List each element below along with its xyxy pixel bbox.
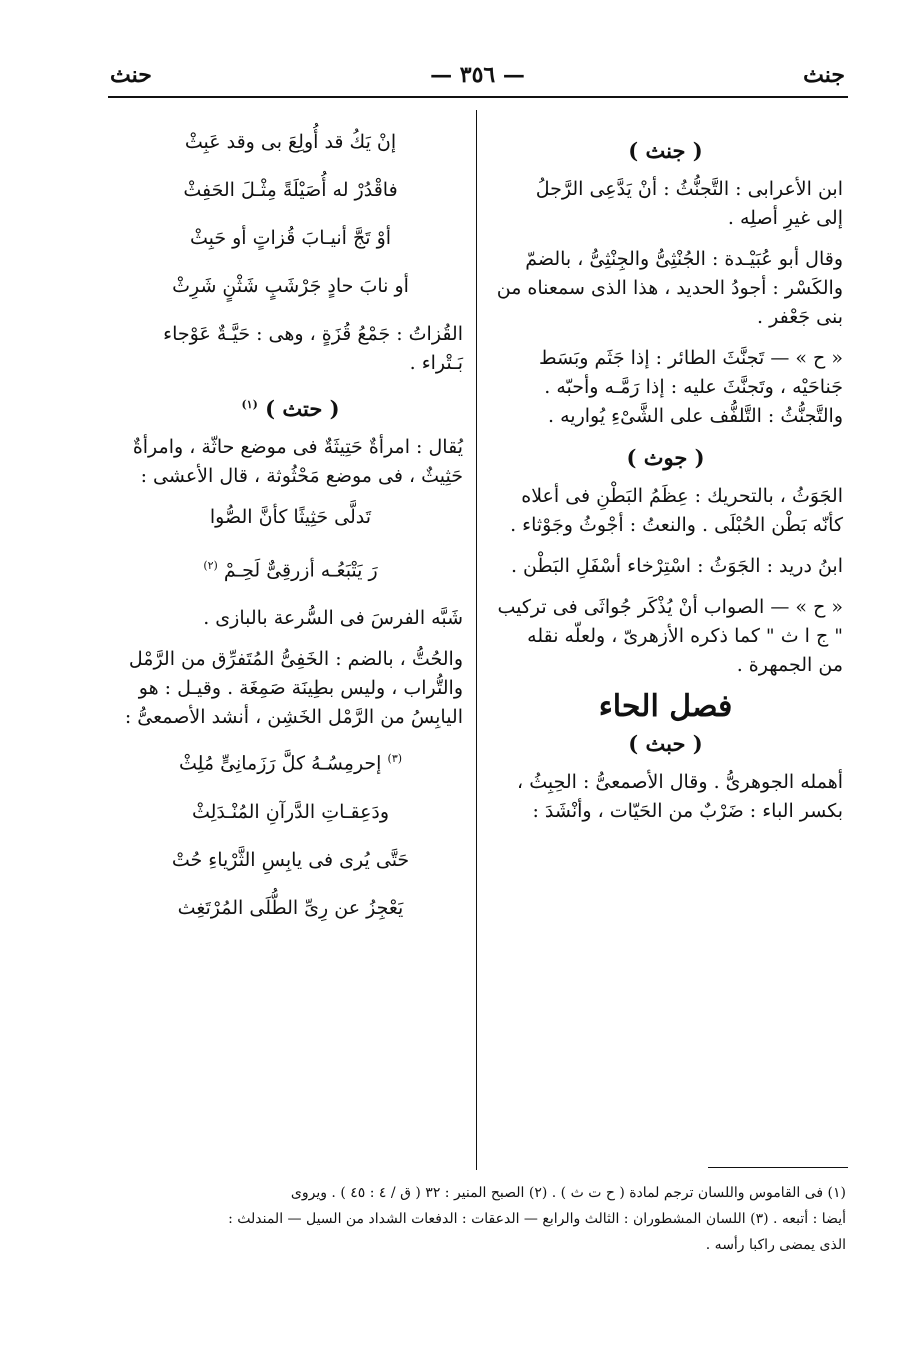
- text-line: جَناحَيْه ، وتَجنَّثَ عليه : إذا رَمَّـه وأحبّه .: [544, 376, 843, 398]
- right-column: [488, 128, 843, 838]
- column-divider: [476, 110, 477, 1170]
- verse-line: [118, 551, 463, 585]
- verse-block: [118, 128, 463, 301]
- verse-line: تَدلَّى حَثِيثًا كأنَّ الصُّوا: [209, 506, 372, 528]
- verse-line: أو نابَ حادٍ جَرْشَبٍ شَثْنٍ شَرِثْ: [172, 275, 409, 297]
- paragraph: [488, 768, 843, 826]
- verse-line: أوْ تَجَّ أنيـابَ قُزاتٍ أو حَبِثْ: [189, 227, 392, 249]
- text-line: يُقال : امرأةٌ حَتِيثَةٌ فى موضع حاثّة ، وامرأةٌ: [132, 436, 463, 458]
- text-line: « ح » — تَجنَّثَ الطائر : إذا جَثَم وبَسَط: [538, 347, 843, 369]
- paragraph: [118, 645, 463, 732]
- verse-line: يَعْجِزُ عن رِىِّ الطُّلَى المُرْتَغِث: [177, 896, 404, 919]
- verse-line: حَتَّى يُرى فى يابِسِ الثَّرْياءِ حُتْ: [171, 848, 410, 871]
- paragraph: [488, 593, 843, 680]
- verse-text: إحرمِسُـهُ كلَّ رَزَمانِىٍّ مُلِثْ: [178, 752, 382, 775]
- footnote-marker: (١): [241, 398, 258, 411]
- entry-title-hbth: ( حبث ): [628, 731, 703, 756]
- footnote-rule: [708, 1167, 848, 1168]
- text-line: والكَسْر : أجودُ الحديد ، هذا الذى سمعناه من: [496, 277, 843, 299]
- text-line: شَبَّه الفرسَ فى السُّرعة بالبازى .: [203, 607, 463, 630]
- verse-block: [118, 503, 463, 585]
- text-line: كأنّه بَطْن الحُبْلَى . والنعتُ : أجْوثُ وجَوْثاء .: [510, 514, 843, 536]
- footnote-line: الذى يمضى راكبا رأسه .: [705, 1237, 846, 1253]
- verse-block: [118, 744, 463, 922]
- footnote-line: (١) فى القاموس واللسان ترجم لمادة ( ح ت ث ) . (٢) الصبح المنير : ٣٢ ( ق / ٤ : ٤٥ ) . ويروى: [290, 1185, 846, 1201]
- text-line: أهمله الجوهرىُّ . وقال الأصمعىُّ : الحِبِثُ ،: [517, 771, 843, 793]
- paragraph: [488, 245, 843, 332]
- paragraph: [118, 604, 463, 633]
- text-line: ابن الأعرابى : التَّجنُّثُ : أنْ يَدَّعِى الرَّجلُ: [535, 178, 843, 200]
- section-title: فصل الحاء: [598, 689, 733, 724]
- verse-line: إنْ يَكُ قد أُولِعَ بى وقد عَبِثْ: [184, 131, 397, 153]
- text-line: اليابِسُ من الرَّمْل الخَشِن ، أنشد الأصمعىُّ :: [124, 706, 463, 729]
- paragraph: [118, 433, 463, 491]
- verse-line: [118, 744, 463, 778]
- verse-text: رَ يَتْبَعُـه أزرقِىٌّ لَحِـمْ: [223, 559, 378, 582]
- verse-line: فاقْدُرْ له أُصَيْلَةً مِثْـلَ الحَفِثْ: [183, 179, 398, 201]
- entry-title-text: ( حتث ): [265, 396, 340, 421]
- footnote-marker: (٣): [387, 752, 403, 766]
- entry-title-jnth: ( جنث ): [628, 138, 703, 163]
- left-column: [118, 128, 463, 942]
- header-rule: [108, 96, 848, 98]
- text-line: القُزاتُ : جَمْعُ قُزَةٍ ، وهى : حَيَّـةٌ عَوْجاء: [163, 323, 463, 345]
- header-right-word: جنث: [803, 62, 845, 88]
- text-line: إلى غيرِ أصلِه .: [727, 207, 843, 229]
- footnote-line: أيضا : أتبعه . (٣) اللسان المشطوران : الثالث والرابع — الدعقات : الدفعات الشداد من السيل — المندلث :: [228, 1211, 846, 1227]
- text-line: « ح » — الصواب أنْ يُذْكَر جُواثَى فى تركيب: [497, 596, 843, 618]
- paragraph: [488, 482, 843, 540]
- paragraph: [488, 552, 843, 581]
- text-line: ابنُ دريد : الجَوَثُ : اسْتِرْخاء أسْفَلِ البَطْن .: [510, 555, 843, 577]
- text-line: والحُتُّ ، بالضم : الخَفِىُّ المُتَفرِّق من الرَّمْل: [128, 648, 463, 671]
- text-line: حَثِيثٌ ، فى موضع مَحْثُوثة ، قال الأعشى :: [140, 465, 463, 487]
- paragraph: [118, 320, 463, 378]
- page-number: — ٣٥٦ —: [430, 62, 525, 88]
- entry-title-jwth: ( جوث ): [626, 445, 705, 470]
- text-line: والتَّجنُّثُ : التَّلفُّف على الشَّىْءِ يُواريه .: [548, 405, 843, 427]
- running-head: [110, 58, 845, 92]
- text-line: بَـتْراء .: [409, 352, 463, 374]
- text-line: " ج ا ث " كما ذكره الأزهرىّ ، ولعلّه نقله: [527, 625, 843, 647]
- text-line: بكسر الباء : ضَرْبٌ من الحَيّات ، وأنْشَدَ :: [532, 800, 843, 822]
- text-line: الجَوَثُ ، بالتحريك : عِظَمُ البَطْنِ فى أعلاه: [521, 485, 843, 507]
- text-line: من الجمهرة .: [736, 654, 843, 676]
- text-line: وقال أبو عُبَيْـدة : الجُنْثِىُّ والجِنْثِىُّ ، بالضمّ: [525, 248, 843, 270]
- text-line: بنى جَعْفر .: [757, 306, 843, 328]
- header-left-word: حنث: [110, 62, 152, 88]
- footnotes: [118, 1180, 846, 1258]
- paragraph: [488, 175, 843, 233]
- verse-line: ودَعِقـاتِ الدَّرآنِ المُنْـدَلِثْ: [191, 800, 390, 823]
- paragraph: [488, 344, 843, 431]
- text-line: والتُّراب ، وليس بطِينَة صَمِغَة . وقيـل : هو: [138, 677, 463, 700]
- entry-title-htth: [118, 390, 463, 423]
- footnote-marker: (٢): [203, 559, 218, 572]
